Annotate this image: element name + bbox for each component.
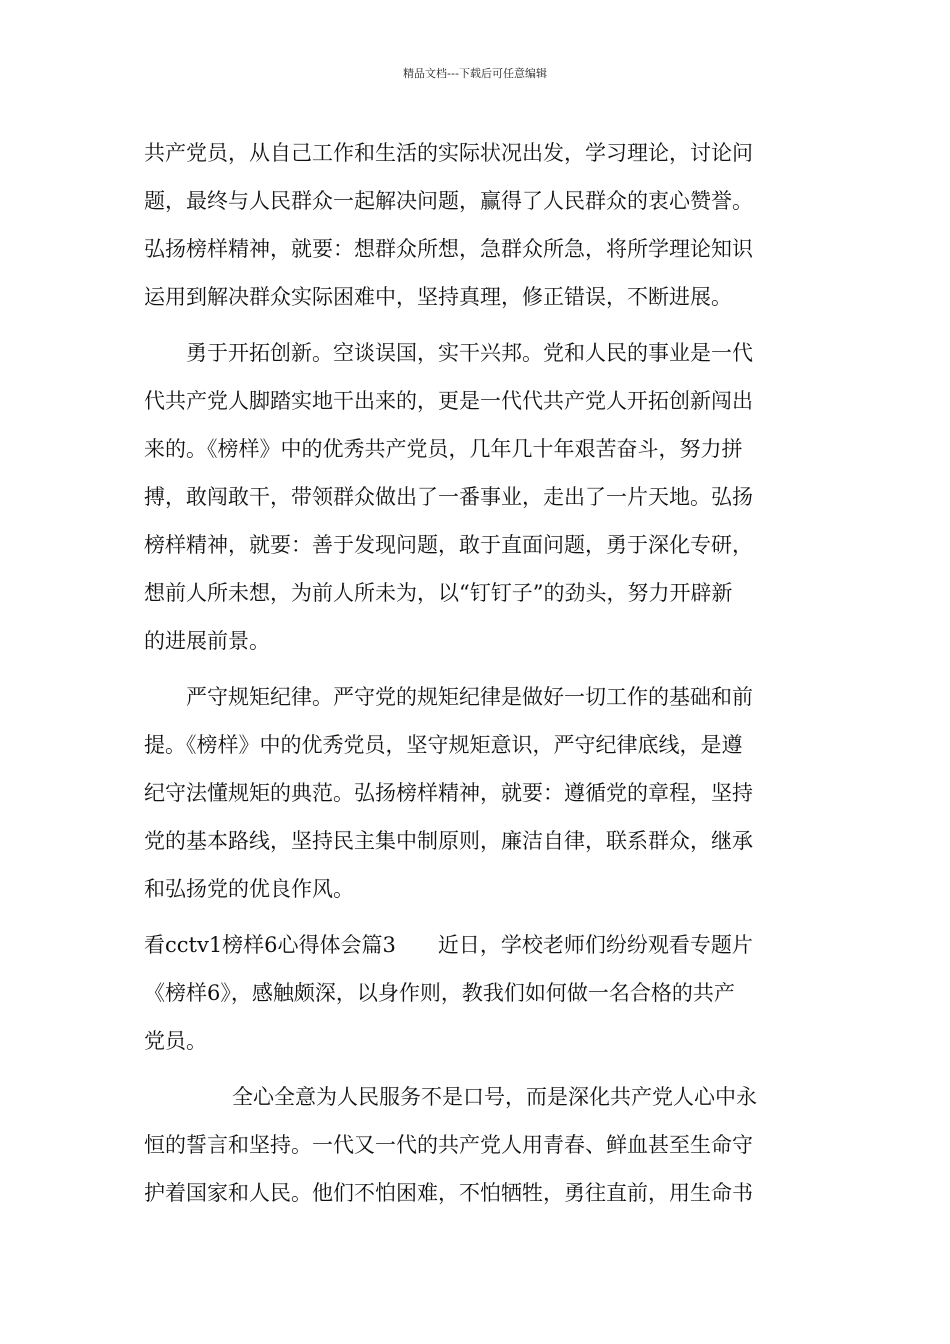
text-line: 提。《榜样》中的优秀党员，坚守规矩意识，严守纪律底线，是遵 (144, 733, 743, 757)
text-line: 运用到解决群众实际困难中，坚持真理，修正错误，不断进展。 (144, 285, 732, 309)
paragraph-start-line: 严守规矩纪律。严守党的规矩纪律是做好一切工作的基础和前 (186, 685, 753, 709)
text-line: 代共产党人脚踏实地干出来的，更是一代代共产党人开拓创新闯出 (144, 389, 753, 413)
text-line: 纪守法懂规矩的典范。弘扬榜样精神，就要：遵循党的章程，坚持 (144, 781, 753, 805)
text-line: 来的。《榜样》中的优秀共产党员，几年几十年艰苦奋斗，努力拼 (144, 437, 743, 461)
text-line: 护着国家和人民。他们不怕困难，不怕牺牲，勇往直前，用生命书 (144, 1181, 753, 1205)
text-line: 和弘扬党的优良作风。 (144, 877, 354, 901)
text-line: 党的基本路线，坚持民主集中制原则，廉洁自律，联系群众，继承 (144, 829, 753, 853)
text-line: 恒的誓言和坚持。一代又一代的共产党人用青春、鲜血甚至生命守 (144, 1133, 753, 1157)
text-line: 的进展前景。 (144, 629, 270, 653)
text-line: 榜样精神，就要：善于发现问题，敢于直面问题，勇于深化专研， (144, 533, 753, 557)
text-line: 题，最终与人民群众一起解决问题，赢得了人民群众的衷心赞誉。 (144, 189, 753, 213)
text-line: 搏，敢闯敢干，带领群众做出了一番事业，走出了一片天地。弘扬 (144, 485, 753, 509)
paragraph-start-line: 全心全意为人民服务不是口号，而是深化共产党人心中永 (232, 1085, 757, 1109)
text-line: 党员。 (144, 1029, 207, 1053)
section-heading-line: 看cctv1榜样6心得体会篇3 近日，学校老师们纷纷观看专题片 (144, 933, 753, 957)
paragraph-start-line: 勇于开拓创新。空谈误国，实干兴邦。党和人民的事业是一代 (186, 341, 753, 365)
text-line: 《榜样6》，感触颇深，以身作则，教我们如何做一名合格的共产 (144, 981, 735, 1005)
text-line: 共产党员，从自己工作和生活的实际状况出发，学习理论，讨论问 (144, 141, 753, 165)
text-line: 想前人所未想，为前人所未为，以“钉钉子”的劲头，努力开辟新 (144, 581, 733, 605)
page-header: 精品文档---下载后可任意编辑 (403, 67, 547, 80)
text-line: 弘扬榜样精神，就要：想群众所想，急群众所急，将所学理论知识 (144, 237, 753, 261)
